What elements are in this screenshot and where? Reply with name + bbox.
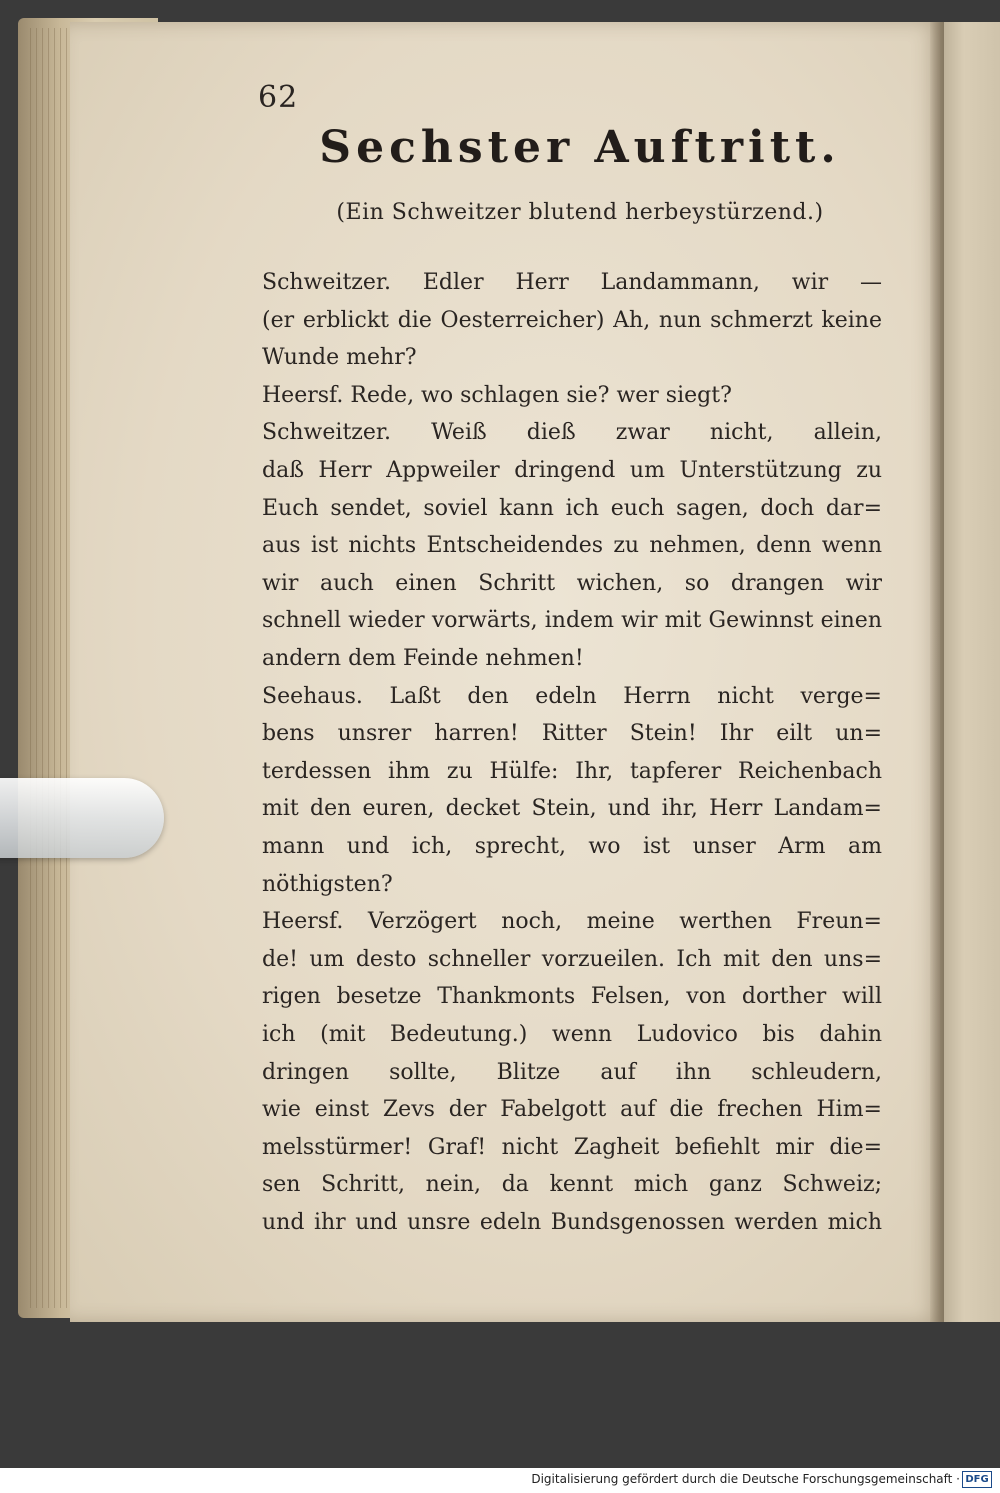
text-line: wir auch einen Schritt wichen, so drangen wir: [262, 570, 882, 596]
text-line: rigen besetze Thankmonts Felsen, von dorther will: [262, 984, 882, 1010]
stage-direction: (Ein Schweitzer blutend herbeystürzend.): [336, 200, 824, 225]
facing-page-edge: [940, 22, 1000, 1322]
text-line: Wunde mehr?: [262, 345, 417, 371]
text-line: nöthigsten?: [262, 871, 393, 897]
text-line: dringen sollte, Blitze auf ihn schleudern,: [262, 1059, 882, 1085]
book-gutter-shadow: [930, 22, 944, 1322]
text-line: mann und ich, sprecht, wo ist unser Arm am: [262, 834, 882, 859]
footer-credit: Digitalisierung gefördert durch die Deutsche Forschungsgemeinschaft ·: [531, 1472, 960, 1486]
text-line: Heersf. Rede, wo schlagen sie? wer siegt?: [262, 382, 732, 408]
text-line: ich (mit Bedeutung.) wenn Ludovico bis dahin: [262, 1022, 882, 1047]
text-line: terdessen ihm zu Hülfe: Ihr, tapferer Reichenbach: [262, 758, 882, 784]
text-line: melsstürmer! Graf! nicht Zagheit befiehlt mir die=: [262, 1134, 882, 1160]
scene-heading: Sechster Auftritt.: [319, 122, 841, 173]
dfg-logo: DFG: [962, 1471, 992, 1488]
text-line: daß Herr Appweiler dringend um Unterstützung zu: [262, 458, 882, 483]
text-line: Seehaus. Laßt den edeln Herrn nicht verge=: [262, 683, 882, 709]
text-line: Euch sendet, soviel kann ich euch sagen, doch dar=: [262, 495, 882, 521]
text-line: Heersf. Verzögert noch, meine werthen Freun=: [262, 909, 882, 935]
text-line: aus ist nichts Entscheidendes zu nehmen, denn wenn: [262, 533, 882, 559]
text-line: schnell wieder vorwärts, indem wir mit Gewinnst einen: [262, 608, 882, 634]
text-line: (er erblickt die Oesterreicher) Ah, nun schmerzt keine: [262, 307, 882, 333]
text-line: Schweitzer. Weiß dieß zwar nicht, allein,: [262, 420, 882, 446]
text-line: bens unsrer harren! Ritter Stein! Ihr eilt un=: [262, 721, 882, 747]
text-line: und ihr und unsre edeln Bundsgenossen werden mich: [262, 1210, 882, 1235]
text-line: Schweitzer. Edler Herr Landammann, wir —: [262, 270, 882, 295]
text-line: sen Schritt, nein, da kennt mich ganz Schweiz;: [262, 1172, 882, 1198]
page-number: 62: [258, 80, 299, 115]
text-line: wie einst Zevs der Fabelgott auf die frechen Him=: [262, 1097, 882, 1123]
text-line: andern dem Feinde nehmen!: [262, 646, 584, 671]
text-line: mit den euren, decket Stein, und ihr, Herr Landam=: [262, 796, 882, 822]
text-line: de! um desto schneller vorzueilen. Ich mit den uns=: [262, 946, 882, 972]
page-holder-clip: [0, 778, 164, 858]
